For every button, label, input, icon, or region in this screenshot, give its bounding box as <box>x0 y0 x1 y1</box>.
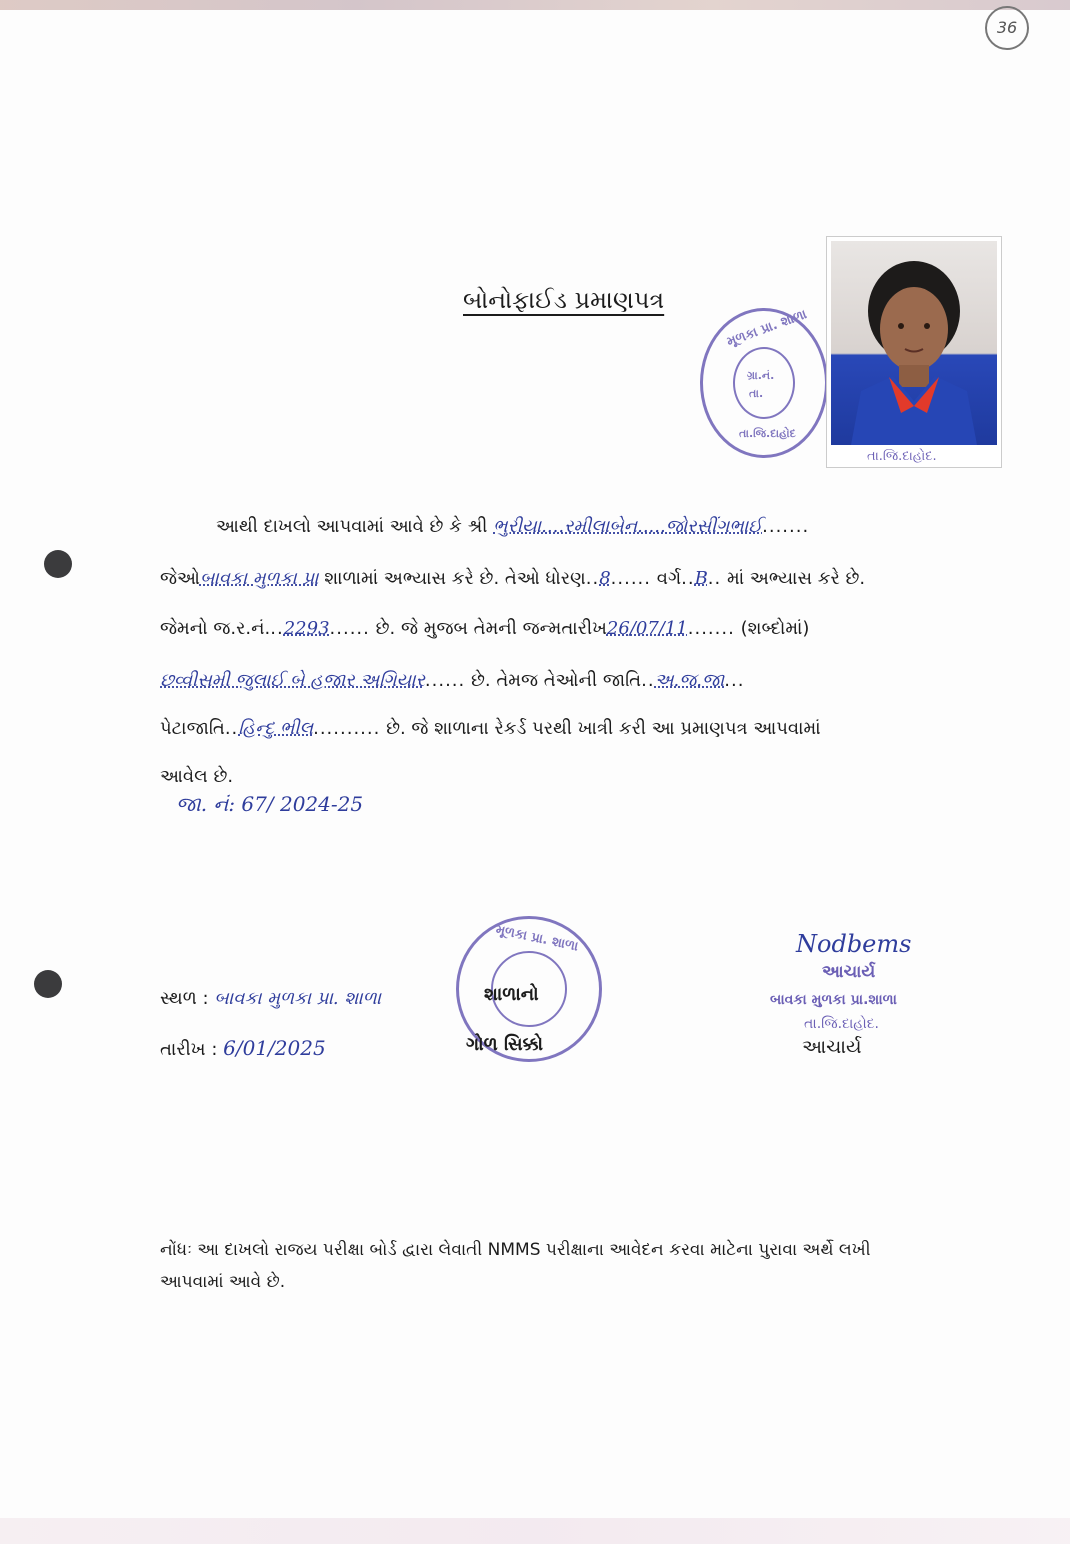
principal-stamp-title: આચાર્ય <box>822 962 876 982</box>
certificate-line-2: જેઓબાવકા મુળકા પ્રા શાળામાં અભ્યાસ કરે છે. તેઓ ધોરણ..8...... વર્ગ..B.. માં અભ્યાસ કરે છે. <box>160 568 866 589</box>
line5-prefix: પેટાજાતિ <box>160 718 225 739</box>
document-title: બોનોફાઈડ પ્રમાણપત્ર <box>463 286 665 314</box>
school-seal-top: મૂળકા પ્રા. શાળા ગ્રા.નં. તા. તા.જિ.દાહોદ <box>700 308 828 458</box>
principal-signature: Nodbems <box>796 930 912 958</box>
place-value: બાવકા મુળકા પ્રા. શાળા <box>214 988 382 1009</box>
note-line-2: આપવામાં આવે છે. <box>160 1272 286 1292</box>
certificate-line-1: આથી દાખલો આપવામાં આવે છે કે શ્રી ભુરીયા....રમીલાબેન.....જોરસીંગભાઈ....... <box>216 516 810 537</box>
scan-edge-bottom <box>0 1518 1070 1544</box>
principal-stamp-taluka: તા.જિ.દાહોદ. <box>804 1016 880 1032</box>
punch-hole-icon <box>34 970 62 998</box>
line2-prefix: જેઓ <box>160 568 200 589</box>
certificate-line-6: આવેલ છે. <box>160 766 234 787</box>
outward-number: જા. નં: 67/ 2024-25 <box>176 792 364 816</box>
student-photo <box>826 236 1002 468</box>
date-row <box>160 1036 326 1060</box>
principal-label: આચાર્ય <box>802 1036 862 1058</box>
line3-prefix: જેમનો જ.ર.નં. <box>160 618 271 639</box>
class-label: વર્ગ <box>656 568 682 589</box>
line2-mid: શાળામાં અભ્યાસ કરે છે. તેઓ ધોરણ <box>324 568 586 589</box>
line2-suffix: માં અભ્યાસ કરે છે. <box>726 568 866 589</box>
certificate-line-3: જેમનો જ.ર.નં...2293...... છે. જે મુજબ તેમની જન્મતારીખ26/07/11....... (શબ્દોમાં) <box>160 618 810 639</box>
place-label: સ્થળ : <box>160 988 209 1009</box>
line3-mid: છે. જે મુજબ તેમની જન્મતારીખ <box>375 618 607 639</box>
date-label: તારીખ : <box>160 1039 218 1060</box>
line1-prefix: આથી દાખલો આપવામાં આવે છે કે શ્રી <box>216 516 488 537</box>
principal-stamp-school: બાવકા મુળકા પ્રા.શાળા <box>770 992 897 1008</box>
student-name: ભુરીયા....રમીલાબેન.....જોરસીંગભાઈ <box>493 516 763 537</box>
caste: અ.જ.જા <box>654 670 725 691</box>
certificate-line-4: છવ્વીસમી જુલાઈ બે હજાર અગિયાર...... છે. તેમજ તેઓની જાતિ..અ.જ.જા... <box>160 670 745 691</box>
birth-date: 26/07/11 <box>606 618 688 639</box>
school-name: બાવકા મુળકા પ્રા <box>199 568 319 589</box>
subcaste: હિન્દુ ભીલ <box>238 718 314 739</box>
certificate-line-5: પેટાજાતિ..હિન્દુ ભીલ.......... છે. જે શાળાના રેકર્ડ પરથી ખાત્રી કરી આ પ્રમાણપત્ર આપવામાં <box>160 718 821 739</box>
school-round-seal: મૂળકા પ્રા. શાળા <box>456 916 602 1062</box>
date-value: 6/01/2025 <box>223 1036 326 1060</box>
birth-date-in-words: છવ્વીસમી જુલાઈ બે હજાર અગિયાર <box>160 670 425 691</box>
scan-edge-top <box>0 0 1070 10</box>
photo-stamp-caption: તા.જિ.દાહોદ. <box>867 449 937 464</box>
seal-label-1: શાળાનો <box>484 984 539 1005</box>
standard: 8 <box>599 568 611 589</box>
line3-suffix: (શબ્દોમાં) <box>740 618 810 639</box>
division: B <box>694 568 708 589</box>
place-row <box>160 988 381 1009</box>
punch-hole-icon <box>44 550 72 578</box>
page-number: 36 <box>985 6 1029 50</box>
line5-suffix: છે. જે શાળાના રેકર્ડ પરથી ખાત્રી કરી આ પ્રમાણપત્ર આપવામાં <box>386 718 821 739</box>
register-number: 2293 <box>283 618 330 639</box>
note-line-1: નોંધઃ આ દાખલો રાજય પરીક્ષા બોર્ડ દ્વારા લેવાતી NMMS પરીક્ષાના આવેદન કરવા માટેના પુરાવા અર્થે લખી <box>160 1240 871 1260</box>
line4-mid: છે. તેમજ તેઓની જાતિ <box>471 670 642 691</box>
seal-label-2: ગોળ સિક્કો <box>466 1034 543 1055</box>
